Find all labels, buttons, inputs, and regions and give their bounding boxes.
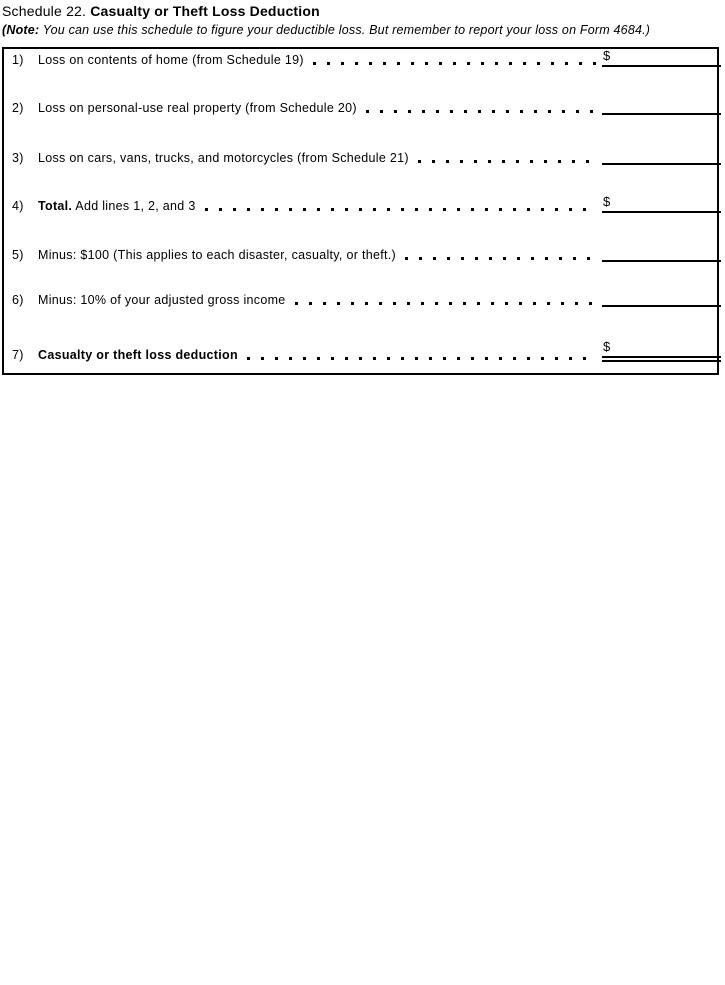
row-label [38, 151, 409, 165]
row-label [38, 101, 357, 115]
dot-leader [247, 357, 596, 360]
dollar-sign: $ [603, 339, 611, 354]
dot-leader [205, 208, 596, 211]
row-label [38, 53, 304, 67]
row-number: 6) [12, 293, 24, 307]
row-number: 1) [12, 53, 24, 67]
row-label [38, 293, 286, 307]
amount-line[interactable] [602, 340, 721, 362]
row-label-text: Loss on contents of home (from Schedule 19) [38, 53, 304, 67]
row-label-text: Minus: 10% of your adjusted gross income [38, 293, 286, 307]
row-label-text: Loss on cars, vans, trucks, and motorcycles (from Schedule 21) [38, 151, 409, 165]
row-label [38, 348, 238, 362]
amount-line[interactable] [602, 93, 721, 115]
dollar-sign: $ [603, 48, 611, 63]
row-label-bold: Total. [38, 199, 73, 213]
form-row [4, 115, 717, 165]
row-number: 7) [12, 348, 24, 362]
row-label [38, 199, 196, 213]
form-row [4, 213, 717, 262]
amount-line[interactable] [602, 191, 721, 213]
form-rows [4, 49, 717, 362]
note-text: You can use this schedule to figure your deductible loss. But remember to report your loss on Form 4684.) [39, 23, 651, 37]
schedule-worksheet-box [2, 47, 719, 375]
schedule-title-text: Casualty or Theft Loss Deduction [90, 3, 320, 19]
row-label-text: Minus: $100 (This applies to each disaster, casualty, or theft.) [38, 248, 397, 262]
row-label-text: Add lines 1, 2, and 3 [72, 199, 196, 213]
note-label: (Note: [2, 23, 40, 37]
row-number: 2) [12, 101, 24, 115]
amount-line[interactable] [602, 143, 721, 165]
dot-leader [313, 62, 596, 65]
schedule-number-label: Schedule 22. [2, 3, 87, 19]
amount-line[interactable] [602, 240, 721, 262]
row-label [38, 248, 396, 262]
row-number: 5) [12, 248, 24, 262]
dot-leader [405, 257, 596, 260]
form-row [4, 307, 717, 362]
form-row [4, 262, 717, 307]
form-title [2, 3, 320, 19]
row-label-bold: Casualty or theft loss deduction [38, 348, 238, 362]
amount-line[interactable] [602, 285, 721, 307]
row-label-text: Loss on personal-use real property (from Schedule 20) [38, 101, 357, 115]
dot-leader [295, 302, 596, 305]
row-number: 3) [12, 151, 24, 165]
form-row [4, 49, 717, 67]
row-number: 4) [12, 199, 24, 213]
amount-line[interactable] [602, 45, 721, 67]
form-note [2, 23, 650, 37]
form-row [4, 67, 717, 115]
form-row [4, 165, 717, 213]
dot-leader [418, 160, 596, 163]
dot-leader [366, 110, 596, 113]
dollar-sign: $ [603, 194, 611, 209]
